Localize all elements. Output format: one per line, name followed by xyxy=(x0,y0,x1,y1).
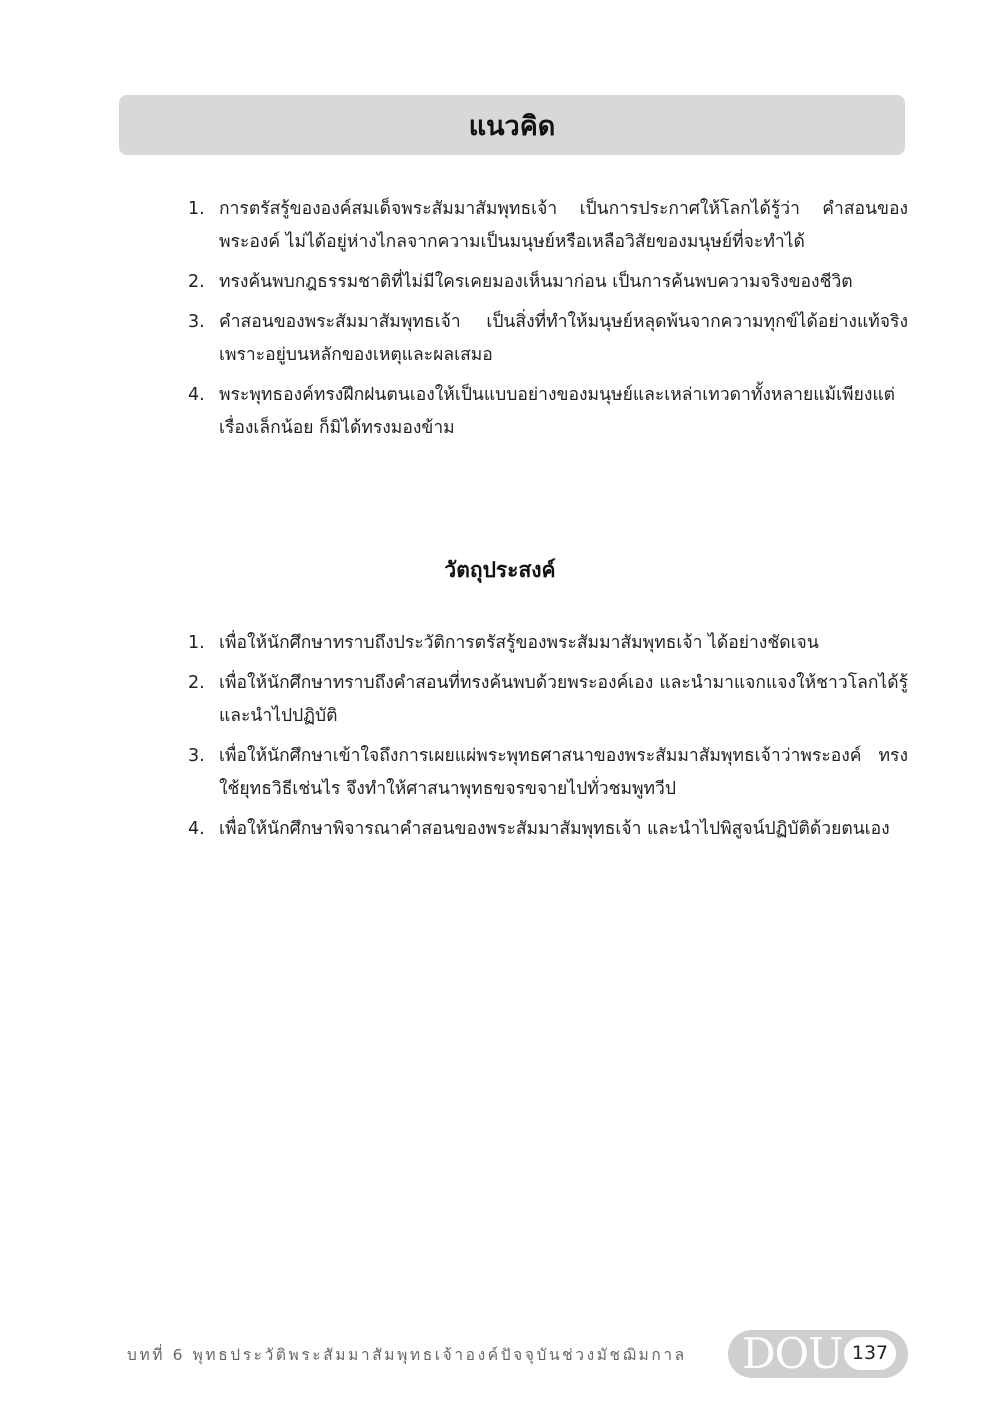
objectives-title: วัตถุประสงค์ xyxy=(444,558,556,582)
concepts-list xyxy=(188,193,908,452)
list-item-text: เพื่อให้นักศึกษาทราบถึงคำสอนที่ทรงค้นพบด้วยพระองค์เอง และนำมาแจกแจงให้ชาวโลกได้รู้และนำไปปฏิบัติ xyxy=(219,673,908,726)
list-item xyxy=(188,379,908,445)
list-item-text: พระพุทธองค์ทรงฝึกฝนตนเองให้เป็นแบบอย่างของมนุษย์และเหล่าเทวดาทั้งหลายแม้เพียงแต่เรื่องเล็กน้อย ก็มิได้ทรงมองข้าม xyxy=(219,385,896,438)
list-item-number: 4. xyxy=(188,385,205,405)
list-item xyxy=(188,740,908,806)
page-footer xyxy=(0,1330,1000,1378)
dou-logo: DOU xyxy=(742,1329,843,1378)
list-item xyxy=(188,193,908,259)
list-item-number: 3. xyxy=(188,746,205,766)
list-item-number: 1. xyxy=(188,633,205,653)
list-item xyxy=(188,667,908,733)
list-item-number: 1. xyxy=(188,199,205,219)
list-item xyxy=(188,306,908,372)
list-item-text: การตรัสรู้ขององค์สมเด็จพระสัมมาสัมพุทธเจ้า เป็นการประกาศให้โลกได้รู้ว่า คำสอนของพระองค์ ไม่ได้อยู่ห่างไกลจากความเป็นมนุษย์หรือเหลือวิสัยของมนุษย์ที่จะทำได้ xyxy=(219,199,908,252)
list-item-number: 3. xyxy=(188,312,205,332)
list-item xyxy=(188,627,908,660)
list-item-number: 2. xyxy=(188,673,205,693)
list-item xyxy=(188,266,908,299)
concepts-title: แนวคิด xyxy=(468,110,556,142)
list-item-number: 4. xyxy=(188,819,205,839)
list-item-text: เพื่อให้นักศึกษาพิจารณาคำสอนของพระสัมมาสัมพุทธเจ้า และนำไปพิสูจน์ปฏิบัติด้วยตนเอง xyxy=(219,819,890,839)
list-item-text: คำสอนของพระสัมมาสัมพุทธเจ้า เป็นสิ่งที่ทำให้มนุษย์หลุดพ้นจากความทุกข์ได้อย่างแท้จริงเพราะอยู่บนหลักของเหตุและผลเสมอ xyxy=(219,312,908,365)
list-item-text: ทรงค้นพบกฎธรรมชาติที่ไม่มีใครเคยมองเห็นมาก่อน เป็นการค้นพบความจริงของชีวิต xyxy=(219,272,853,292)
objectives-list xyxy=(188,627,908,853)
concepts-header-bar xyxy=(119,95,905,155)
chapter-running-title: บทที่ 6 พุทธประวัติพระสัมมาสัมพุทธเจ้าองค์ปัจจุบันช่วงมัชฌิมกาล xyxy=(127,1346,687,1364)
list-item-number: 2. xyxy=(188,272,205,292)
dou-badge xyxy=(728,1330,908,1378)
list-item-text: เพื่อให้นักศึกษาเข้าใจถึงการเผยแผ่พระพุทธศาสนาของพระสัมมาสัมพุทธเจ้าว่าพระองค์ ทรงใช้ยุทธวิธีเช่นไร จึงทำให้ศาสนาพุทธขจรขจายไปทั่วชมพูทวีป xyxy=(219,746,908,799)
list-item-text: เพื่อให้นักศึกษาทราบถึงประวัติการตรัสรู้ของพระสัมมาสัมพุทธเจ้า ได้อย่างชัดเจน xyxy=(219,633,819,653)
page-number: 137 xyxy=(844,1337,896,1370)
list-item xyxy=(188,813,908,846)
